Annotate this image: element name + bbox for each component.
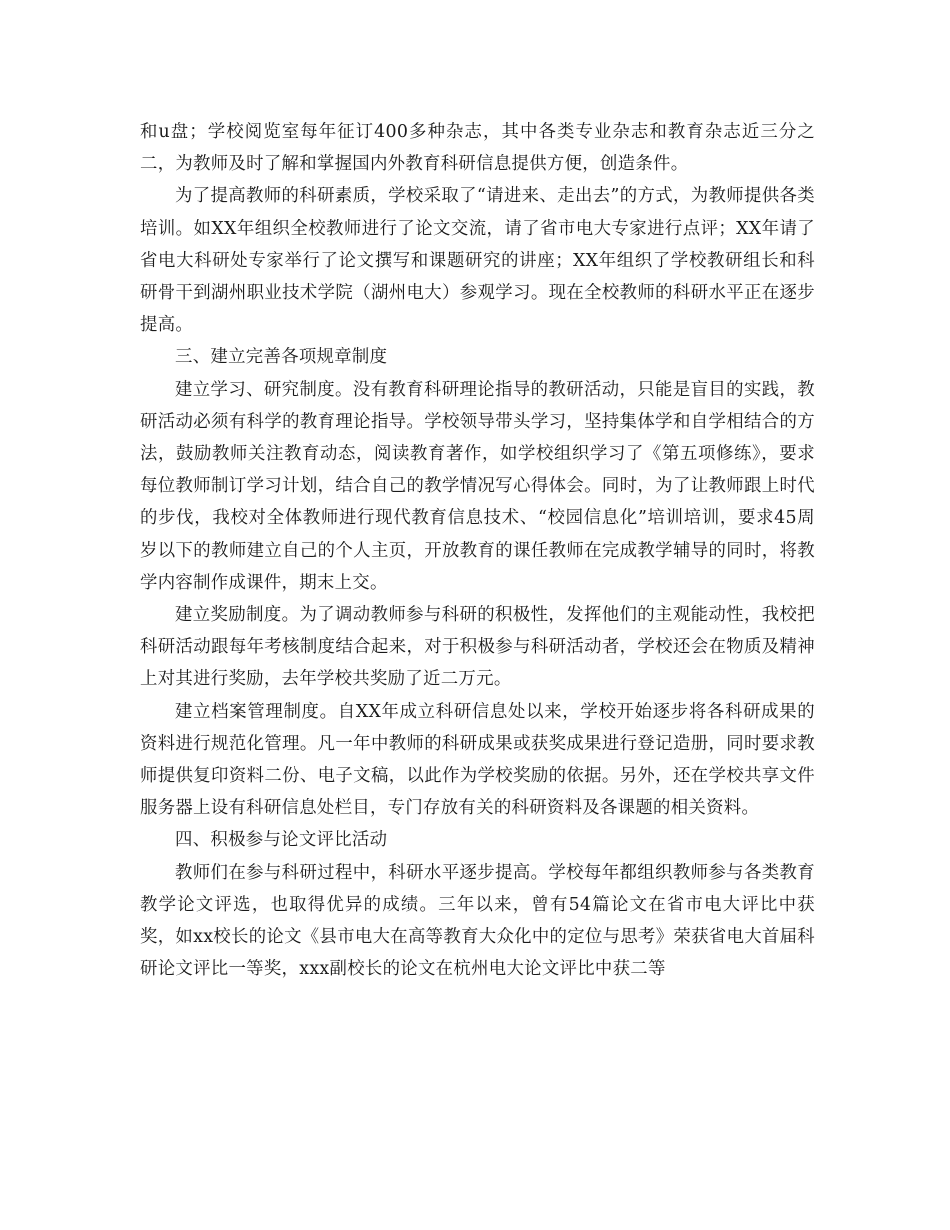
section-heading-3: 三、建立完善各项规章制度 (175, 347, 388, 368)
paragraph-training: 为了提高教师的科研素质，学校采取了“请进来、走出去”的方式，为教师提供各类培训。如XX年组织全校教师进行了论文交流，请了省市电大专家进行点评；XX年请了省电大科研处专家举行了论文撰写和课题研究的讲座；XX年组织了学校教研组长和科研骨干到湖州职业技术学院（湖州电大）参观学习。现在全校教师的科研水平正在逐步提高。 (140, 186, 815, 336)
paragraph-continuation: 和u盘；学校阅览室每年征订400多种杂志，其中各类专业杂志和教育杂志近三分之二，为教师及时了解和掌握国内外教育科研信息提供方便，创造条件。 (140, 122, 815, 175)
document-page (140, 116, 815, 985)
paragraph-paper-awards: 教师们在参与科研过程中，科研水平逐步提高。学校每年都组织教师参与各类教育教学论文评选，也取得优异的成绩。三年以来，曾有54篇论文在省市电大评比中获奖，如xx校长的论文《县市电大在高等教育大众化中的定位与思考》荣获省电大首届科研论文评比一等奖，xxx副校长的论文在杭州电大论文评比中获二等 (140, 862, 815, 980)
section-heading-4: 四、积极参与论文评比活动 (175, 830, 388, 851)
paragraph-reward-system: 建立奖励制度。为了调动教师参与科研的积极性，发挥他们的主观能动性，我校把科研活动跟每年考核制度结合起来，对于积极参与科研活动者，学校还会在物质及精神上对其进行奖励，去年学校共奖励了近二万元。 (140, 605, 815, 690)
paragraph-archive-system: 建立档案管理制度。自XX年成立科研信息处以来，学校开始逐步将各科研成果的资料进行规范化管理。凡一年中教师的科研成果或获奖成果进行登记造册，同时要求教师提供复印资料二份、电子文稿，以此作为学校奖励的依据。另外，还在学校共享文件服务器上设有科研信息处栏目，专门存放有关的科研资料及各课题的相关资料。 (140, 701, 815, 819)
paragraph-study-system: 建立学习、研究制度。没有教育科研理论指导的教研活动，只能是盲目的实践，教研活动必须有科学的教育理论指导。学校领导带头学习，坚持集体学和自学相结合的方法，鼓励教师关注教育动态，阅读教育著作，如学校组织学习了《第五项修练》，要求每位教师制订学习计划，结合自己的教学情况写心得体会。同时，为了让教师跟上时代的步伐，我校对全体教师进行现代教育信息技术、“校园信息化”培训培训，要求45周岁以下的教师建立自己的个人主页，开放教育的课任教师在完成教学辅导的同时，将教学内容制作成课件，期末上交。 (140, 379, 815, 593)
